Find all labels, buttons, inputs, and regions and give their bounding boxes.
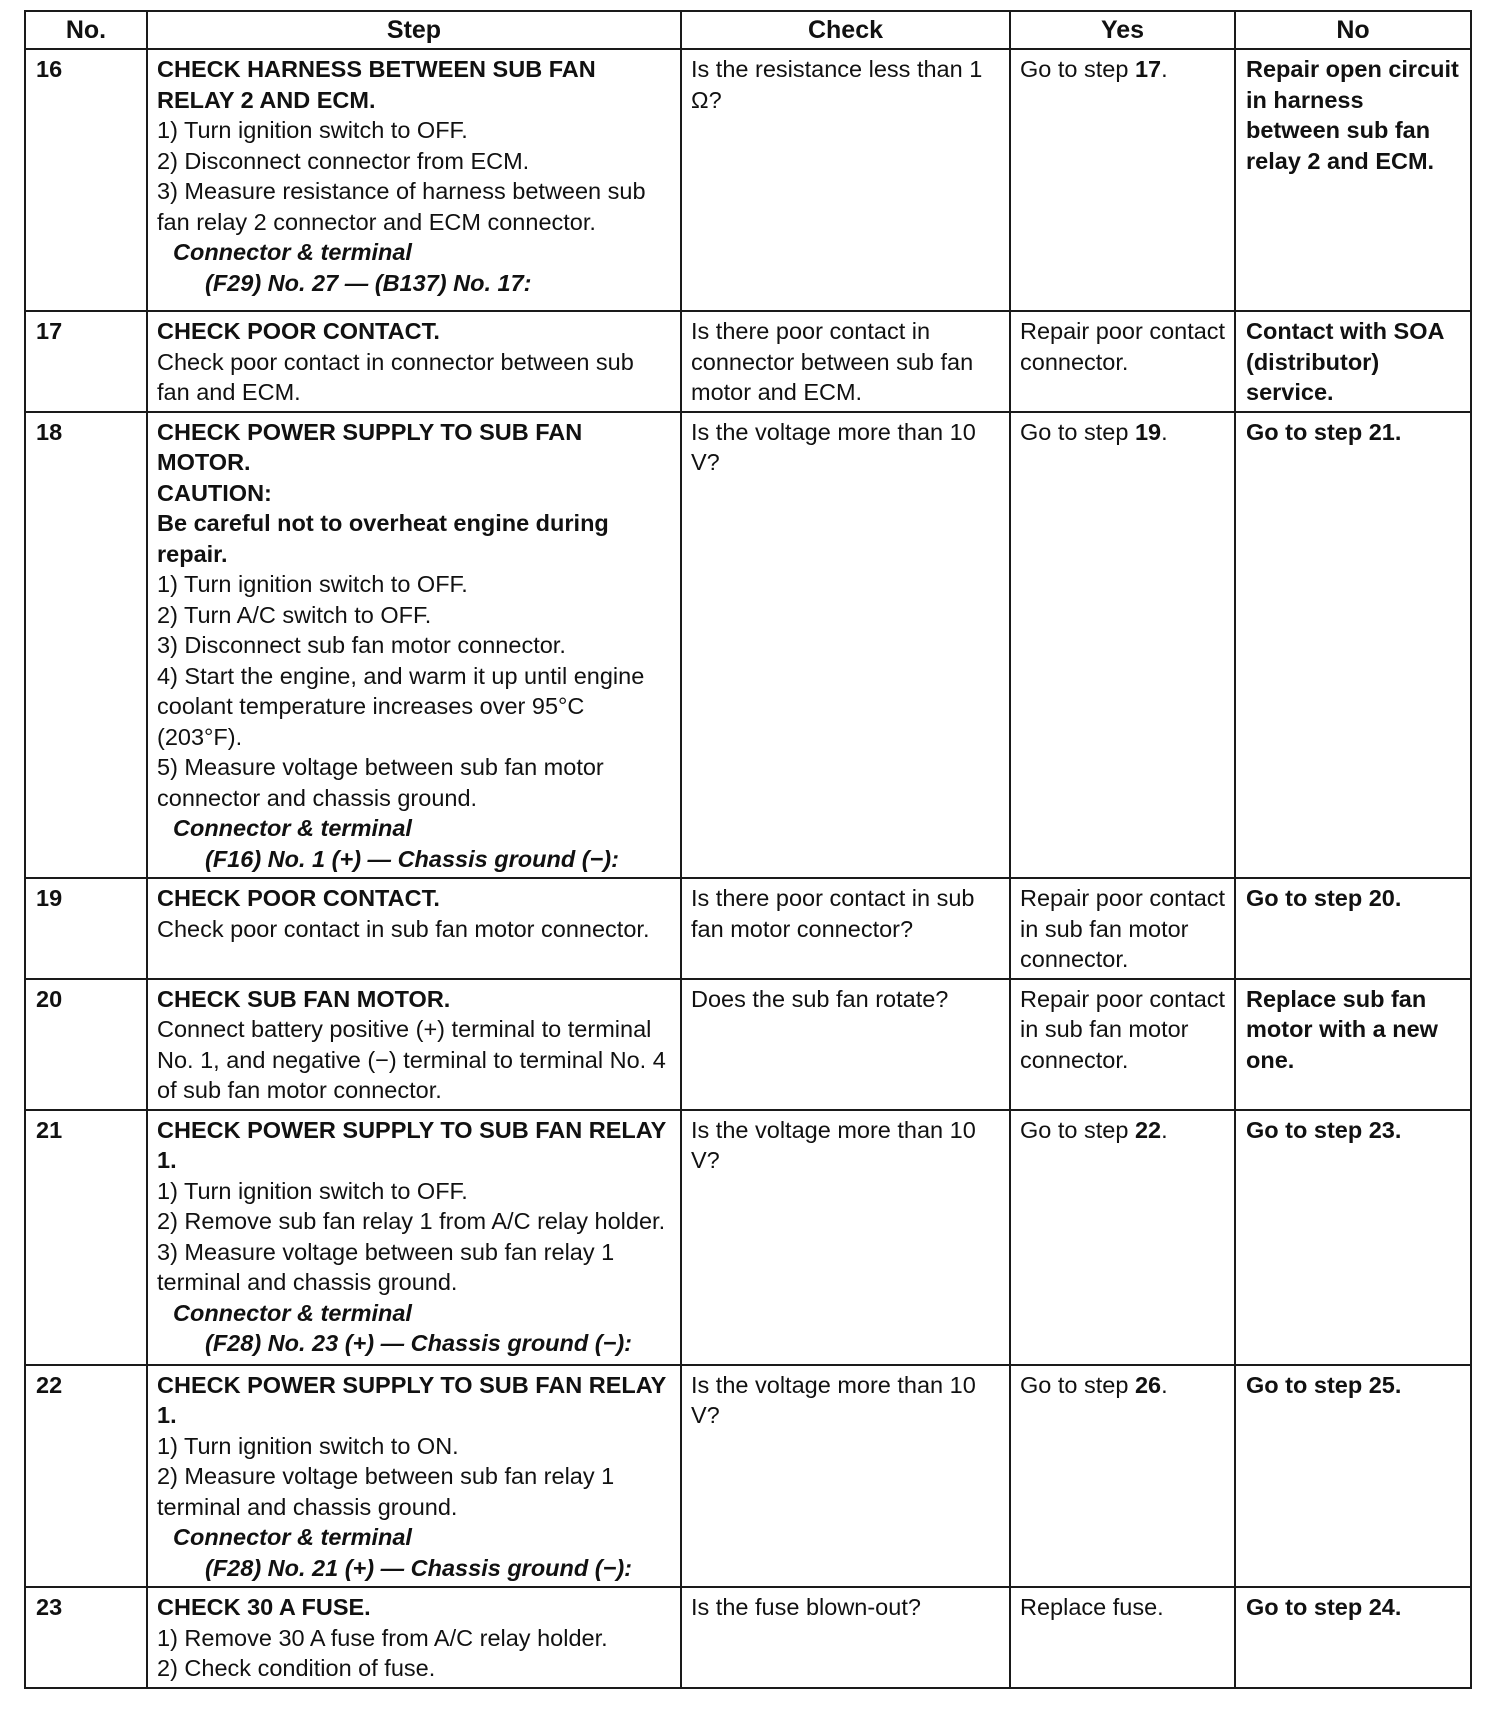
yes-cell	[1010, 1365, 1235, 1588]
connector-terminal-value: (F29) No. 27 — (B137) No. 17:	[205, 269, 532, 296]
yes-cell	[1010, 49, 1235, 311]
step-instruction: 2) Turn A/C switch to OFF.	[157, 601, 432, 628]
no-step-ref: 25	[1368, 1371, 1395, 1398]
step-number: 16	[25, 49, 147, 311]
no-text: Go to step	[1246, 1371, 1369, 1398]
header-step: Step	[147, 11, 681, 49]
step-title: CHECK SUB FAN MOTOR.	[157, 985, 451, 1012]
step-title: CHECK POWER SUPPLY TO SUB FAN MOTOR.	[157, 418, 583, 475]
diagnostic-document	[24, 10, 1470, 1689]
caution-text: Be careful not to overheat engine during repair.	[157, 510, 609, 567]
step-instruction: 3) Measure resistance of harness between sub fan relay 2 connector and ECM connector.	[157, 178, 646, 235]
no-cell	[1235, 311, 1471, 412]
step-instruction: 2) Remove sub fan relay 1 from A/C relay holder.	[157, 1208, 666, 1234]
connector-terminal-label: Connector & terminal	[173, 1299, 412, 1326]
step-title: CHECK POOR CONTACT.	[157, 885, 440, 911]
step-instruction: 2) Measure voltage between sub fan relay 1 terminal and chassis ground.	[157, 1463, 615, 1520]
table-row	[25, 979, 1471, 1110]
step-title: CHECK HARNESS BETWEEN SUB FAN RELAY 2 AND ECM.	[157, 56, 596, 113]
check-cell: Is the resistance less than 1 Ω?	[681, 49, 1010, 311]
header-check: Check	[681, 11, 1010, 49]
connector-terminal-label: Connector & terminal	[173, 1524, 412, 1550]
table-header-row	[25, 11, 1471, 49]
yes-suffix: .	[1161, 418, 1168, 445]
step-cell	[147, 979, 681, 1110]
step-instruction: 1) Turn ignition switch to ON.	[157, 1432, 459, 1459]
yes-text: Go to step	[1020, 1371, 1135, 1398]
connector-terminal-value: (F28) No. 21 (+) — Chassis ground (−):	[205, 1554, 632, 1581]
step-number: 17	[25, 311, 147, 412]
step-number: 23	[25, 1587, 147, 1688]
check-cell: Is there poor contact in connector between sub fan motor and ECM.	[681, 311, 1010, 412]
no-text: Repair open circuit in harness between sub fan relay 2 and ECM.	[1246, 56, 1459, 174]
yes-suffix: .	[1161, 1371, 1168, 1398]
no-cell	[1235, 1587, 1471, 1688]
no-text: Go to step	[1246, 1594, 1369, 1620]
step-instruction: Check poor contact in sub fan motor connector.	[157, 915, 650, 942]
step-instruction: 5) Measure voltage between sub fan motor connector and chassis ground.	[157, 754, 604, 811]
yes-suffix: .	[1161, 56, 1168, 82]
yes-cell	[1010, 979, 1235, 1110]
step-instruction: 1) Remove 30 A fuse from A/C relay holder.	[157, 1624, 608, 1651]
header-no: No.	[25, 11, 147, 49]
table-row	[25, 1110, 1471, 1365]
no-cell	[1235, 1365, 1471, 1588]
yes-text: Go to step	[1020, 1116, 1135, 1143]
step-title: CHECK POWER SUPPLY TO SUB FAN RELAY 1.	[157, 1116, 666, 1173]
table-row	[25, 311, 1471, 412]
no-suffix: .	[1394, 885, 1402, 911]
yes-text: Go to step	[1020, 56, 1135, 82]
diagnostic-table	[24, 10, 1472, 1689]
no-step-ref: 23	[1368, 1116, 1395, 1143]
step-cell	[147, 1365, 681, 1588]
step-cell	[147, 412, 681, 879]
connector-terminal-label: Connector & terminal	[173, 239, 412, 265]
yes-text: Repair poor contact in sub fan motor connector.	[1020, 985, 1226, 1073]
header-no-result: No	[1235, 11, 1471, 49]
no-cell	[1235, 878, 1471, 979]
no-step-ref: 24	[1368, 1594, 1395, 1620]
check-cell: Is there poor contact in sub fan motor connector?	[681, 878, 1010, 979]
step-instruction: Connect battery positive (+) terminal to terminal No. 1, and negative (−) terminal to terminal No. 4 of sub fan motor connector.	[157, 1016, 666, 1103]
no-cell	[1235, 1110, 1471, 1365]
no-text: Replace sub fan motor with a new one.	[1246, 985, 1438, 1073]
step-number: 22	[25, 1365, 147, 1588]
yes-step-ref: 19	[1134, 418, 1162, 445]
step-number: 20	[25, 979, 147, 1110]
step-number: 21	[25, 1110, 147, 1365]
no-suffix: .	[1394, 1371, 1402, 1398]
step-number: 19	[25, 878, 147, 979]
step-instruction: 1) Turn ignition switch to OFF.	[157, 571, 468, 597]
yes-cell	[1010, 1587, 1235, 1688]
no-text: Go to step	[1246, 1116, 1369, 1143]
no-suffix: .	[1394, 1594, 1402, 1620]
step-instruction: 1) Turn ignition switch to OFF.	[157, 117, 468, 143]
yes-step-ref: 17	[1134, 56, 1162, 82]
step-instruction: Check poor contact in connector between sub fan and ECM.	[157, 348, 634, 405]
no-step-ref: 21	[1368, 418, 1395, 445]
step-instruction: 2) Check condition of fuse.	[157, 1655, 436, 1681]
connector-terminal-value: (F16) No. 1 (+) — Chassis ground (−):	[205, 845, 619, 872]
step-title: CHECK POWER SUPPLY TO SUB FAN RELAY 1.	[157, 1371, 666, 1428]
step-cell	[147, 878, 681, 979]
yes-cell	[1010, 1110, 1235, 1365]
yes-text: Go to step	[1020, 418, 1135, 445]
check-cell: Is the fuse blown-out?	[681, 1587, 1010, 1688]
step-instruction: 2) Disconnect connector from ECM.	[157, 147, 530, 174]
step-title: CHECK POOR CONTACT.	[157, 318, 440, 344]
yes-step-ref: 26	[1134, 1371, 1162, 1398]
step-cell	[147, 49, 681, 311]
step-cell	[147, 311, 681, 412]
yes-suffix: .	[1161, 1116, 1168, 1143]
yes-text: Repair poor contact connector.	[1020, 318, 1226, 375]
check-cell: Is the voltage more than 10 V?	[681, 1365, 1010, 1588]
no-cell	[1235, 412, 1471, 879]
step-cell	[147, 1587, 681, 1688]
step-number: 18	[25, 412, 147, 879]
table-row	[25, 412, 1471, 879]
step-instruction: 4) Start the engine, and warm it up until engine coolant temperature increases over 95°C (203°F).	[157, 662, 645, 750]
no-cell	[1235, 49, 1471, 311]
no-suffix: .	[1394, 418, 1402, 445]
table-row	[25, 878, 1471, 979]
step-title: CHECK 30 A FUSE.	[157, 1594, 371, 1620]
no-step-ref: 20	[1368, 885, 1395, 911]
no-cell	[1235, 979, 1471, 1110]
no-text: Go to step	[1246, 418, 1369, 445]
check-cell: Does the sub fan rotate?	[681, 979, 1010, 1110]
no-suffix: .	[1394, 1116, 1402, 1143]
header-yes: Yes	[1010, 11, 1235, 49]
caution-label: CAUTION:	[157, 479, 272, 506]
step-cell	[147, 1110, 681, 1365]
table-row	[25, 1587, 1471, 1688]
table-row	[25, 1365, 1471, 1588]
no-text: Contact with SOA (distributor) service.	[1246, 318, 1444, 405]
yes-cell	[1010, 878, 1235, 979]
yes-text: Replace fuse.	[1020, 1594, 1164, 1620]
step-instruction: 3) Disconnect sub fan motor connector.	[157, 632, 566, 658]
yes-cell	[1010, 412, 1235, 879]
connector-terminal-value: (F28) No. 23 (+) — Chassis ground (−):	[205, 1330, 632, 1356]
yes-text: Repair poor contact in sub fan motor connector.	[1020, 885, 1226, 972]
step-instruction: 1) Turn ignition switch to OFF.	[157, 1177, 468, 1204]
yes-step-ref: 22	[1134, 1116, 1162, 1143]
check-cell: Is the voltage more than 10 V?	[681, 1110, 1010, 1365]
step-instruction: 3) Measure voltage between sub fan relay 1 terminal and chassis ground.	[157, 1238, 615, 1295]
connector-terminal-label: Connector & terminal	[173, 815, 412, 841]
yes-cell	[1010, 311, 1235, 412]
no-text: Go to step	[1246, 885, 1369, 911]
table-row	[25, 49, 1471, 311]
check-cell: Is the voltage more than 10 V?	[681, 412, 1010, 879]
